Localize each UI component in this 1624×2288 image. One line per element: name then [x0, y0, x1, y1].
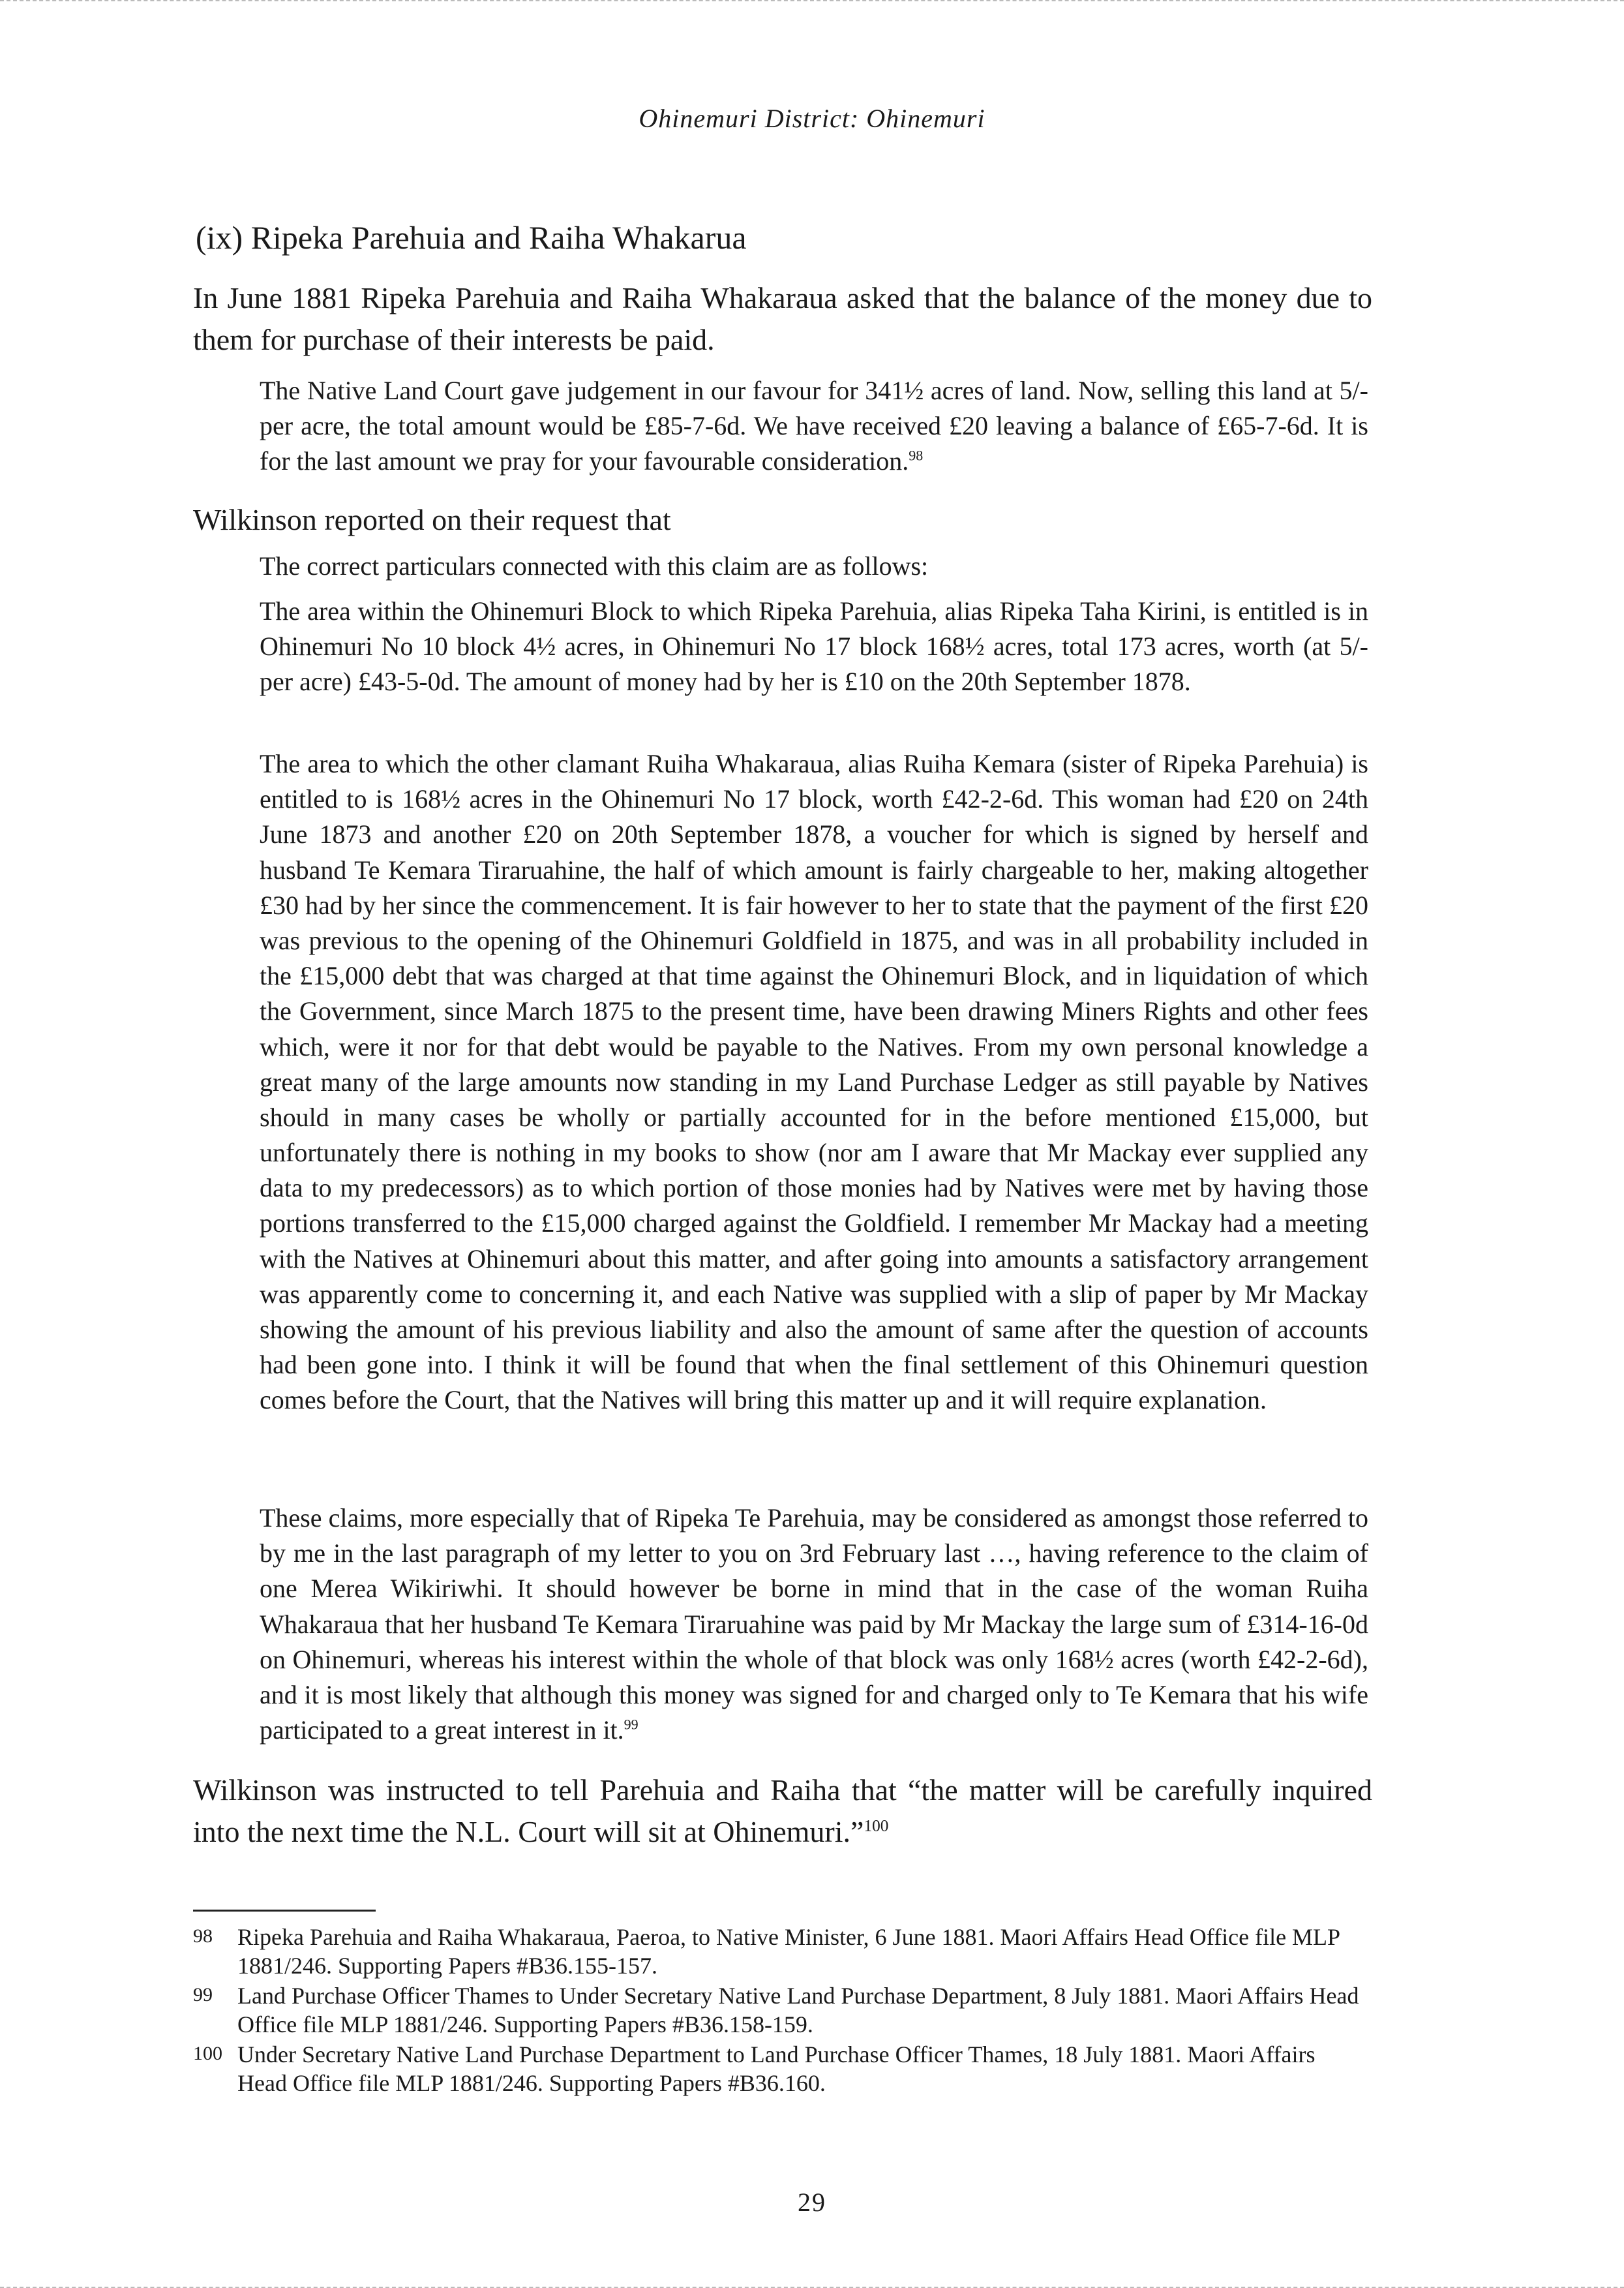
- footnote-ref-98[interactable]: 98: [909, 448, 924, 465]
- footnote-text: Land Purchase Officer Thames to Under Secretary Native Land Purchase Department, 8 July 1881. Maori Affairs Head Office file MLP 1881/246. Supporting Papers #B36.158-159.: [237, 1982, 1359, 2037]
- page-number: 29: [798, 2188, 826, 2217]
- footnote-text: Ripeka Parehuia and Raiha Whakaraua, Paeroa, to Native Minister, 6 June 1881. Maori Affairs Head Office file MLP 1881/246. Supporting Papers #B36.155-157.: [237, 1924, 1340, 1979]
- quote-text: The correct particulars connected with this claim are as follows:: [260, 551, 929, 581]
- footnote-ref-100[interactable]: 100: [864, 1816, 889, 1835]
- paragraph-text: In June 1881 Ripeka Parehuia and Raiha Whakaraua asked that the balance of the money due to them for purchase of their interests be paid.: [193, 281, 1372, 356]
- footnote-text: Under Secretary Native Land Purchase Department to Land Purchase Officer Thames, 18 July 1881. Maori Affairs Head Office file MLP 1881/246. Supporting Papers #B36.160.: [237, 2041, 1316, 2096]
- footnote-99: [193, 1982, 1367, 2039]
- quote-text: The Native Land Court gave judgement in our favour for 341½ acres of land. Now, selling this land at 5/- per acre, the total amount would be £85-7-6d. We have received £20 leaving a balance of £65-7-6d. It is for the last amount we pray for your favourable consideration.: [260, 376, 1368, 476]
- footnotes: [193, 1923, 1367, 2099]
- body-paragraph-wilkinson-reported: [193, 499, 1372, 541]
- scan-edge-bottom: [0, 2284, 1624, 2288]
- quote-text: The area within the Ohinemuri Block to which Ripeka Parehuia, alias Ripeka Taha Kirini, is entitled is in Ohinemuri No 10 block 4½ acres, in Ohinemuri No 17 block 168½ acres, total 173 acres, worth (at 5/- per acre) £43-5-0d. The amount of money had by her is £10 on the 20th September 1878.: [260, 596, 1368, 697]
- section-heading: (ix) Ripeka Parehuia and Raiha Whakarua: [196, 219, 747, 256]
- footnote-98: [193, 1923, 1367, 1981]
- block-quote-ripeka-area: [260, 594, 1368, 700]
- footnote-number: 99: [193, 1983, 213, 2006]
- block-quote-particulars-intro: [260, 549, 1368, 584]
- body-paragraph-intro: [193, 277, 1372, 361]
- footnote-100: [193, 2041, 1367, 2098]
- paragraph-text: Wilkinson was instructed to tell Parehuia and Raiha that “the matter will be carefully inquired into the next time the N.L. Court will sit at Ohinemuri.”: [193, 1773, 1372, 1848]
- block-quote-petition: [260, 373, 1368, 480]
- quote-text: These claims, more especially that of Ripeka Te Parehuia, may be considered as amongst those referred to by me in the last paragraph of my letter to you on 3rd February last …, having reference to the claim of one Merea Wikiriwhi. It should however be borne in mind that in the case of the woman Ruiha Whakaraua that her husband Te Kemara Tiraruahine was paid by Mr Mackay the large sum of £314-16-0d on Ohinemuri, whereas his interest within the whole of that block was only 168½ acres (worth £42-2-6d), and it is most likely that although this money was signed for and charged only to Te Kemara that his wife participated to a great interest in it.: [260, 1503, 1368, 1745]
- footnote-ref-99[interactable]: 99: [624, 1716, 639, 1733]
- paragraph-text: Wilkinson reported on their request that: [193, 503, 671, 536]
- running-head: Ohinemuri District: Ohinemuri: [639, 104, 985, 133]
- footnote-separator: [193, 1910, 376, 1912]
- quote-text: The area to which the other clamant Ruiha Whakaraua, alias Ruiha Kemara (sister of Ripeka Parehuia) is entitled to is 168½ acres in the Ohinemuri No 17 block, worth £42-2-6d. This woman had £20 on 24th June 1873 and another £20 on 20th September 1878, a voucher for which is signed by herself and husband Te Kemara Tiraruahine, the half of which amount is fairly chargeable to her, making altogether £30 had by her since the commencement. It is fair however to her to state that the payment of the first £20 was previous to the opening of the Ohinemuri Goldfield in 1875, and was in all probability included in the £15,000 debt that was charged at that time against the Ohinemuri Block, and in liquidation of which the Government, since March 1875 to the present time, have been drawing Miners Rights and other fees which, were it nor for that debt would be payable to the Natives. From my own personal knowledge a great many of the large amounts now standing in my Land Purchase Ledger as still payable by Natives should in many cases be wholly or partially accounted for in the before mentioned £15,000, but unfortunately there is nothing in my books to show (nor am I aware that Mr Mackay ever supplied any data to my predecessors) as to which portion of those monies had by Natives were met by having those portions transferred to the £15,000 charged against the Goldfield. I remember Mr Mackay had a meeting with the Natives at Ohinemuri about this matter, and after going into amounts a satisfactory arrangement was apparently come to concerning it, and each Native was supplied with a slip of paper by Mr Mackay showing the amount of his previous liability and also the amount of same after the question of accounts had been gone into. I think it will be found that when the final settlement of this Ohinemuri question comes before the Court, that the Natives will bring this matter up and it will require explanation.: [260, 749, 1368, 1415]
- block-quote-claims: [260, 1501, 1368, 1748]
- footnote-number: 98: [193, 1925, 213, 1947]
- footnote-number: 100: [193, 2042, 222, 2064]
- scan-edge-top: [0, 0, 1624, 4]
- block-quote-ruiha-area: [260, 746, 1368, 1418]
- body-paragraph-instructed: [193, 1769, 1372, 1853]
